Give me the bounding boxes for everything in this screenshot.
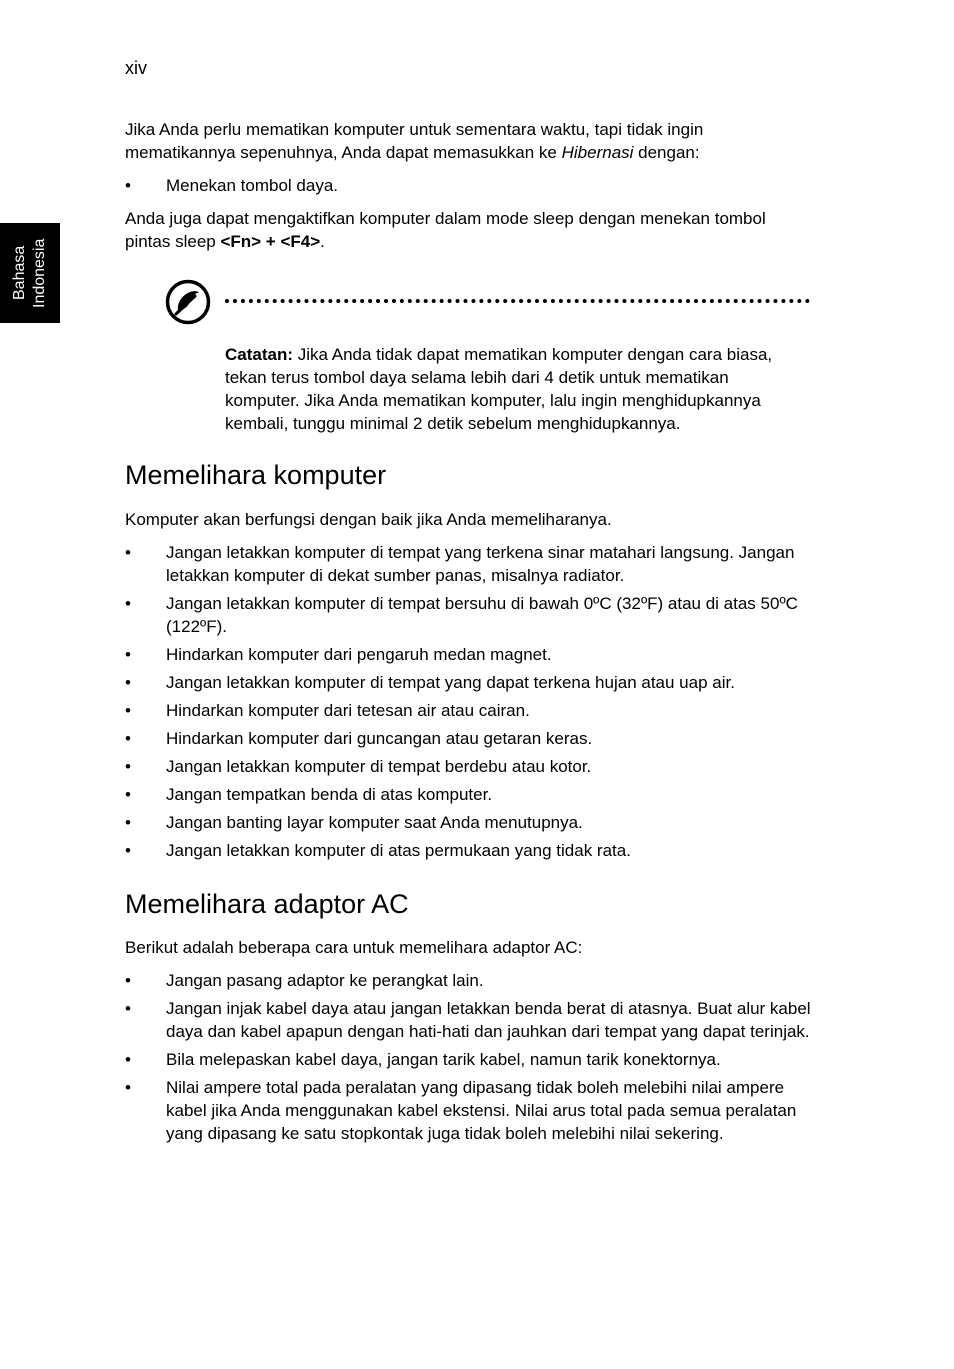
sleep-paragraph bbox=[125, 207, 815, 253]
note-text bbox=[225, 343, 795, 435]
page-content bbox=[125, 118, 815, 1143]
hibernate-text-start: Jika Anda perlu mematikan komputer untuk sementara waktu, tapi tidak ingin mematikannya sepenuhnya, Anda dapat memasukkan ke bbox=[125, 120, 704, 162]
list-item: • Hindarkan komputer dari pengaruh medan magnet. bbox=[125, 643, 815, 666]
list-item: • Jangan banting layar komputer saat Anda menutupnya. bbox=[125, 811, 815, 834]
sleep-text-start: Anda juga dapat mengaktifkan komputer dalam mode sleep dengan menekan tombol pintas sleep bbox=[125, 209, 766, 251]
note-body: Jika Anda tidak dapat mematikan komputer dengan cara biasa, tekan terus tombol daya selama lebih dari 4 detik untuk mematikan komputer. Jika Anda mematikan komputer, lalu ingin menghidupkannya kembali, tunggu minimal 2 detik sebelum menghidupkannya. bbox=[225, 345, 773, 433]
sleep-shortcut: <Fn> + <F4> bbox=[220, 232, 321, 251]
list-item: • Jangan pasang adaptor ke perangkat lain. bbox=[125, 969, 815, 992]
list-item: • Jangan letakkan komputer di atas permukaan yang tidak rata. bbox=[125, 839, 815, 862]
hibernate-list bbox=[125, 174, 815, 197]
note-box bbox=[125, 263, 815, 443]
list-item: • Jangan letakkan komputer di tempat yang dapat terkena hujan atau uap air. bbox=[125, 671, 815, 694]
side-tab-line1: Bahasa bbox=[11, 245, 28, 301]
hibernate-term: Hibernasi bbox=[561, 143, 634, 162]
list-item: • Nilai ampere total pada peralatan yang dipasang tidak boleh melebihi nilai ampere kabel jika Anda menggunakan kabel ekstensi. Nilai arus total pada semua peralatan yang dipasang ke satu stopkontak juga tidak boleh melebihi nilai sekering. bbox=[125, 1076, 815, 1145]
list-item: • Menekan tombol daya. bbox=[125, 174, 815, 197]
section-heading-adaptor: Memelihara adaptor AC bbox=[125, 889, 409, 919]
list-item: • Jangan injak kabel daya atau jangan letakkan benda berat di atasnya. Buat alur kabel daya dan kabel apapun dengan hati-hati dan jauhkan dari tempat yang dapat terinjak. bbox=[125, 997, 815, 1043]
list-item: • Hindarkan komputer dari tetesan air atau cairan. bbox=[125, 699, 815, 722]
list-item: • Jangan tempatkan benda di atas komputer. bbox=[125, 783, 815, 806]
section-heading-komputer: Memelihara komputer bbox=[125, 460, 387, 490]
language-side-tab-text bbox=[0, 223, 60, 323]
hibernate-text-end: dengan: bbox=[633, 143, 700, 162]
list-item: • Jangan letakkan komputer di tempat berdebu atau kotor. bbox=[125, 755, 815, 778]
note-dotted-rule bbox=[225, 299, 810, 303]
section-adaptor bbox=[125, 936, 815, 1155]
section-komputer-intro: Komputer akan berfungsi dengan baik jika Anda memeliharanya. bbox=[125, 510, 612, 529]
list-item: • Bila melepaskan kabel daya, jangan tarik kabel, namun tarik konektornya. bbox=[125, 1048, 815, 1071]
note-icon bbox=[165, 279, 211, 325]
adaptor-care-list bbox=[125, 969, 815, 1145]
note-label: Catatan: bbox=[225, 345, 294, 364]
sleep-text-end: . bbox=[320, 232, 325, 251]
komputer-care-list bbox=[125, 541, 815, 862]
list-item: • Jangan letakkan komputer di tempat yang terkena sinar matahari langsung. Jangan letakkan komputer di dekat sumber panas, misalnya radiator. bbox=[125, 541, 815, 587]
page-number: xiv bbox=[125, 58, 147, 78]
list-item: • Jangan letakkan komputer di tempat bersuhu di bawah 0ºC (32ºF) atau di atas 50ºC (122ºF). bbox=[125, 592, 815, 638]
list-item: • Hindarkan komputer dari guncangan atau getaran keras. bbox=[125, 727, 815, 750]
hibernate-paragraph bbox=[125, 118, 815, 164]
side-tab-line2: Indonesia bbox=[31, 238, 48, 308]
section-adaptor-intro: Berikut adalah beberapa cara untuk memelihara adaptor AC: bbox=[125, 938, 583, 957]
section-komputer bbox=[125, 508, 815, 872]
language-side-tab bbox=[0, 223, 60, 323]
